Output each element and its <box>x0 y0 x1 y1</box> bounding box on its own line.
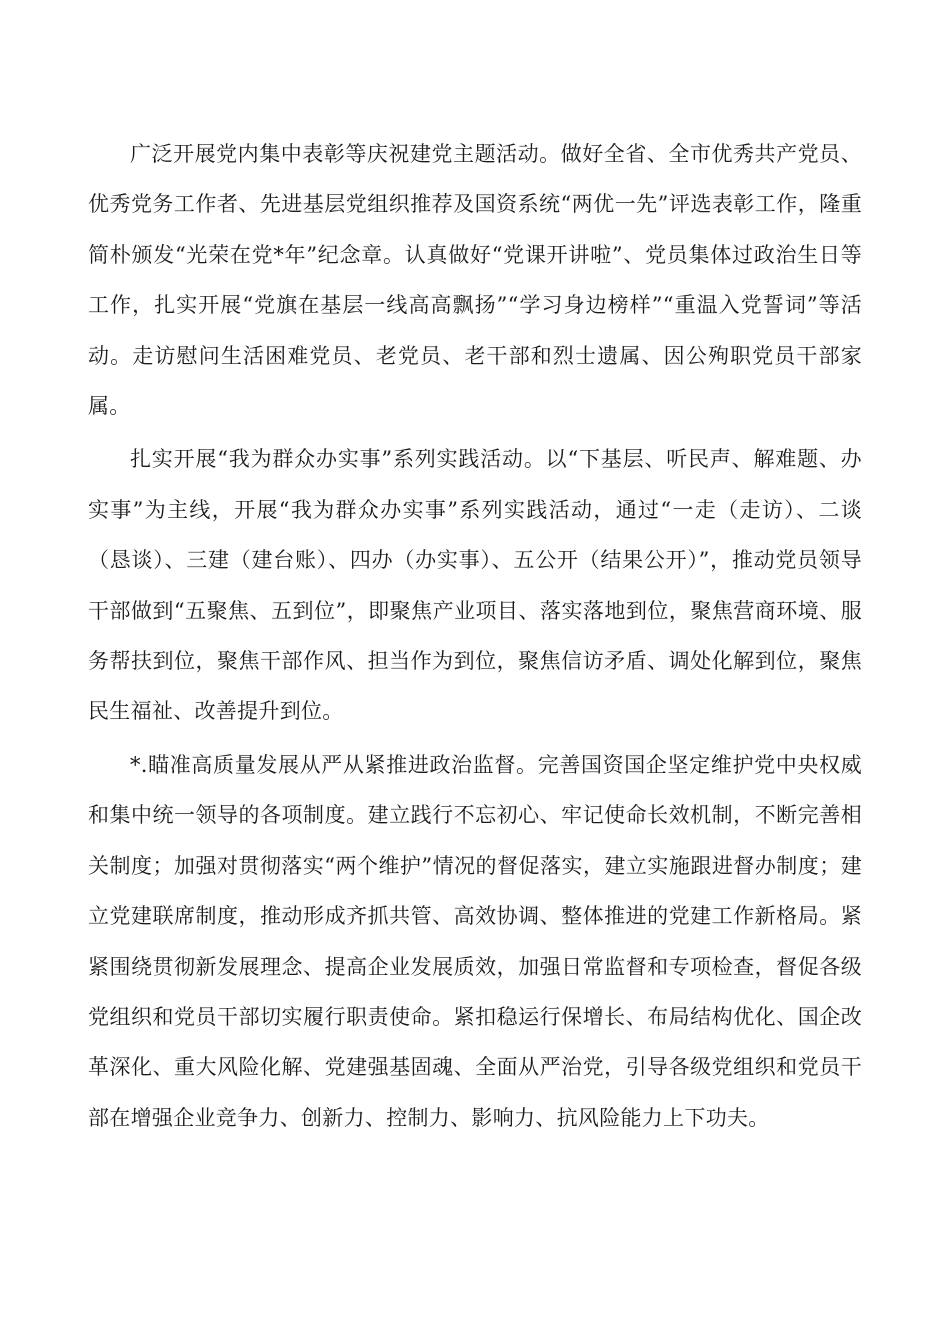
paragraph-celebration-activities: 广泛开展党内集中表彰等庆祝建党主题活动。做好全省、全市优秀共产党员、优秀党务工作者、先进基层党组织推荐及国资系统“两优一先”评选表彰工作，隆重简朴颁发“光荣在党*年”纪念章。认真做好“党课开讲啦”、党员集体过政治生日等工作，扎实开展“党旗在基层一线高高飘扬”“学习身边榜样”“重温入党誓词”等活动。走访慰问生活困难党员、老党员、老干部和烈士遗属、因公殉职党员干部家属。 <box>88 142 862 419</box>
paragraph-political-supervision: *.瞄准高质量发展从严从紧推进政治监督。完善国资国企坚定维护党中央权威和集中统一领导的各项制度。建立践行不忘初心、牢记使命长效机制，不断完善相关制度；加强对贯彻落实“两个维护”情况的督促落实，建立实施跟进督办制度；建立党建联席制度，推动形成齐抓共管、高效协调、整体推进的党建工作新格局。紧紧围绕贯彻新发展理念、提高企业发展质效，加强日常监督和专项检查，督促各级党组织和党员干部切实履行职责使命。紧扣稳运行保增长、布局结构优化、国企改革深化、重大风险化解、党建强基固魂、全面从严治党，引导各级党组织和党员干部在增强企业竞争力、创新力、控制力、影响力、抗风险能力上下功夫。 <box>88 752 862 1130</box>
paragraph-practical-service: 扎实开展“我为群众办实事”系列实践活动。以“下基层、听民声、解难题、办实事”为主线，开展“我为群众办实事”系列实践活动，通过“一走（走访）、二谈（恳谈）、三建（建台账）、四办（办实事）、五公开（结果公开）”，推动党员领导干部做到“五聚焦、五到位”，即聚焦产业项目、落实落地到位，聚焦营商环境、服务帮扶到位，聚焦干部作风、担当作为到位，聚焦信访矛盾、调处化解到位，聚焦民生福祉、改善提升到位。 <box>88 447 862 724</box>
document-body <box>88 129 862 1146</box>
